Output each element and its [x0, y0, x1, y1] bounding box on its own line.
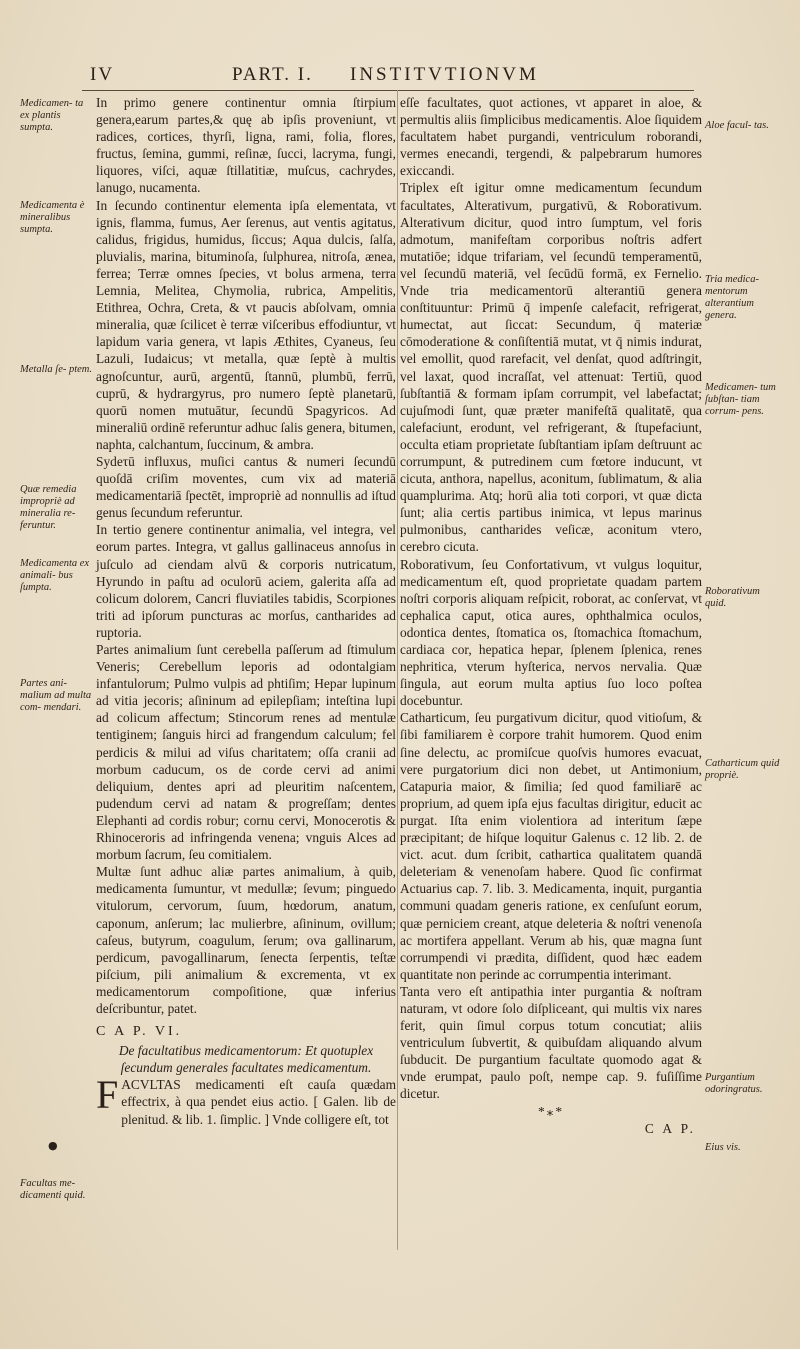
- right-column: [400, 94, 702, 1137]
- margin-note-aloe: Aloe facul- tas.: [705, 120, 769, 131]
- margin-note-animals: Medicamenta ex animali- bus ſumpta.: [20, 558, 90, 593]
- margin-note-catharticum: Catharticum quid propriè.: [705, 758, 780, 781]
- margin-note-improper-remedies: Quæ remedia impropriè ad mineralia re- feruntur.: [20, 484, 77, 531]
- paragraph-influences: Sydeτū influxus, muſici cantus & numeri ſecundū quoſdā criſim moventes, cum vix ad materiā medicamentariā ſpectēt, impropriè ad nonnullis ad iſtud genus ſecundum referuntur.: [96, 453, 396, 521]
- paragraph-animal-parts: Partes animalium ſunt cerebella paſſerum ad ſtimulum Veneris; Cerebellum leporis ad odontalgiam infantulorum; Pulmo vulpis ad phtiſim; Hepar lupinum ad vitia jecoris; aſininum ad epilepſiam; inteſtina lupi ad colicum affectum; Stincorum renes ad mentulæ tentiginem; ſanguis hirci ad frangendum calculum; fel perdicis & milui ad viſus charitatem; oſſa cranii ad morbum caducum, os de corde cervi ad animi deliquium, dentes apri ad pleuritim naſcentem, pudendum cervi ad natam & progreſſam; dentes Elephanti ad cordis robur; cornu cervi, Monocerotis & Rhinoceroris ad infringenda venena; vnguis Alces ad morbum ſacrum, ſeu comitialem.: [96, 642, 396, 863]
- margin-note-plants: Medicamen- ta ex plantis sumpta.: [20, 98, 84, 133]
- paragraph-other-parts: Multæ ſunt adhuc aliæ partes animalium, à quib, medicamenta ſumuntur, vt medullæ; ſevum; pinguedo vitulorum, cervorum, ſuum, hœdorum, anatum, caponum, anſerum; lac mulierbre, aſininum, ovillum; caſeus, butyrum, coagulum, ſerum; ova gallinarum, perdicum, pavogallinarum, ſenecta ſerpentis, teſtæ piſcium, pili animalium & excrementa, vt ex medicamentorum compoſitione, quæ inferius deſcribuntur, patet.: [96, 864, 396, 1016]
- running-header: [82, 64, 694, 91]
- chapter-label: C A P. VI.: [96, 1024, 183, 1040]
- column-divider: [397, 90, 398, 1250]
- chapter-title: De facultatibus medicamentorum: Et quotuplex ſecundum generales facultates medicamentum.: [118, 1043, 374, 1076]
- margin-note-corrupting: Medicamen- tum ſubſtan- tiam corrum- pens.: [705, 382, 776, 417]
- margin-note-faculty: Facultas me- dicamenti quid.: [20, 1178, 86, 1201]
- paragraph-aloe: eſſe facultates, quot actiones, vt apparet in aloe, & permultis aliis ſimplicibus medicamentis. Aloe ſiquidem facultatem habet purgandi, ventriculum roborandi, vermes enecandi, tergendi, & palpebrarum humores exiccandi.: [400, 95, 702, 179]
- drop-cap: F: [96, 1072, 119, 1118]
- left-column: [96, 94, 396, 1128]
- margin-note-minerals: Medicamenta è mineralibus sumpta.: [20, 200, 85, 235]
- paragraph-third-genus: In tertio genere continentur animalia, vel integra, vel eorum partes. Integra, vt gallus gallinaceus annoſus in juſculo ad ciendam alvū & corporis nutricatum, Hyrundo in paſtu ad oculorū aciem, galerita aſſa ad colicum dolorem, Cancri fluviatiles tabidis, Scorpiones triti ad ipſorum puncturas ac morſus, cantharides ad ruptoria.: [96, 522, 396, 640]
- margin-note-roborativum: Roborativum quid.: [705, 586, 760, 609]
- paragraph-antipathia: Tanta vero eſt antipathia inter purgantia & noſtram naturam, vt odore ſolo diſpliceant, qui multis vix nares ferit, quin ſimul corpus totum concutiat; aliis ventriculum ſubvertit, & quibuſdam aliquando alvum ſubducit. De purgantium facultate quomodo agat & vnde erumpat, paulo poſt, nempe cap. 9. fuſiſſime dicetur.: [400, 983, 702, 1102]
- paragraph-catharticum: Catharticum, ſeu purgativum dicitur, quod vitioſum, & ſibi familiarem è corpore trahit humorem. Quod enim ſine delectu, ac promiſcue quoſvis humores evacuat, vere purgatorium dici non debet, ut Antimonium, Catapuria maior, & ſimilia; ſed quod familiarē ac proprium, ad quem ipſa ejus facultas dirigitur, educit ac purgat. Iſta enim violentiora ad interitum ſæpe præcipitant; de hiſque loquitur Galenus c. 12 lib. 2. de vict. acut. dum ſcribit, cathartica qualitatem quandā deleteriam & venenoſam habere. Quod ſic confirmat Actuarius cap. 7. lib. 3. Medicamenta, inquit, purgantia communi quadam generis ratione, ex cenſuſunt eorum, quæ perniciem creant, atque deleteria & noſtri venenoſa ac mortifera appellant. Verum ab his, quæ magna ſunt corrumpendi vi prædita, diſſident, quod hæc eadem quantitate non perinde ac corrumpentia interimant.: [400, 710, 702, 982]
- catchword: C A P.: [644, 1120, 696, 1136]
- margin-note-eius-vis: Eius vis.: [705, 1142, 741, 1153]
- paragraph-faculty-text: ACVLTAS medicamenti eſt cauſa quædam effectrix, à qua pendet eius actio. [ Galen. lib de plenitud. & lib. 1. ſimplic. ] Vnde colligere eſt, tot: [121, 1077, 396, 1127]
- paragraph-alterativum: Triplex eſt igitur omne medicamentum ſecundum facultates, Alterativum, purgativū, & Roborativum. Alterativum dicitur, quod intro ſumptum, vel foris admotum, manifeſtam corporibus noſtris adfert mutatiōe; idque trifariam, vel ſecundū temperamentū, vel ſecundū materiā, vel ſecūdū formā, ex Fernelio. Vnde tria medicamentorū alterantiū genera conſtituuntur: Primū q̄ impenſe calefacit, refrigerat, humectat, aut ſiccat: Secundum, q̄ materiæ cōmoderatione & conſiſtentiā mutat, vt q̄ nimis indurat, vel emollit, quod rarefacit, vel denſat, quod adſtringit, vel laxat, quod incraſſat, vel attenuat: Tertiū, quod ſubſtantiā & formam ipſam corrumpit, vel labefactat; cujuſmodi ſunt, quæ præter manifeſtā qualitatē, qua calefaciunt, erodunt, vel refrigerant, & ſtupefaciunt, occulta etiam proprietate ſubſtantiam ipſam deſtruunt ac corrumpunt, & putredinem cum fœtore inducunt, vt cicuta, anthora, napellus, aconitum, ſublimatum, & alia quamplurima. Atq; horū alia toti corpori, vt quæ dicta ſunt; alia certis partibus inimica, vt lepus marinus pulmonibus, cantharides veſicæ, aconitum vtero, cerebro cicuta.: [400, 180, 702, 555]
- margin-note-purgantium: Purgantium odoringratus.: [705, 1072, 763, 1095]
- margin-note-animal-parts: Partes ani- malium ad multa com- mendari.: [20, 678, 92, 713]
- part-label: PART. I.: [232, 64, 313, 85]
- running-title: INSTITVTIONVM: [350, 64, 539, 85]
- paragraph-first-genus: In primo genere continentur omnia ſtirpium genera,earum partes,& quę ab ipſis proveniunt, vt radices, cortices, thyrſi, ligna, rami, folia, flores, fructus, ſemina, gummi, reſinæ, ſucci, lacryma, fungi, liquores, viſci, aquæ ſtillatitiæ, muſcus, cachrydes, lanugo, nucamenta.: [96, 95, 396, 196]
- page-number: IV: [90, 64, 115, 85]
- paragraph-faculty: [96, 1072, 396, 1127]
- paragraph-second-genus: In ſecundo continentur elementa ipſa elementata, vt ignis, flamma, fumus, Aer ſerenus, aut ventis agitatus, calidus, frigidus, humidus, ſiccus; Aqua dulcis, ſalſa, pluvialis, marina, bituminoſa, ſulphurea, nitroſa, ænea, ferrea; Terræ omnes ſpecies, vt bolus armena, terra Lemnia, Melitea, Chymolia, rubrica, Ampelitis, Etithrea, Ochra, Creta, & vt paucis abſolvam, omnia mineralia, quæ ſcilicet è terræ viſceribus effodiuntur, vt lapidum varia genera, vt lapis Æthites, Cyaneus, ſeu Lazuli, Iudaicus; vt metalla, quæ ſeptè à multis agnoſcuntur, aurū, argentū, ſtannū, plumbū, ferrū, cuprū, & hydrargyrus, pro numero ſeptè planetarū, quorū nomen mutuātur, ſecundū Spagyricos. Ad mineraliū ordinē referuntur adhuc ſalis genera, bitumen, naphta, calchantum, ſuccinum, & ambra.: [96, 197, 396, 452]
- margin-note-three-genera: Tria medica- mentorum alterantium genera.: [705, 274, 759, 321]
- margin-note-metals: Metalla ſe- ptem.: [20, 364, 93, 375]
- asterism: *⁎*: [537, 1103, 565, 1119]
- paragraph-roborativum: Roborativum, ſeu Confortativum, vt vulgus loquitur, medicamentum eſt, quod proprietate quadam partem noſtri corporis aliquam reſpicit, roborat, ac conſervat, vt cephalica caput, otica aures, ophthalmica oculos, odontica dentes, ſtomatica os, ſtomachica ſtomachum, cardiaca cor, hepatica hepar, ſplenem ſplenica, renes nephritica, vterum hyſterica, nervos nervalia. Quæ ſingula, aut eorum multa aptius ſuo loco poſtea docebuntur.: [400, 556, 702, 709]
- margin-bullet: ●: [48, 1139, 58, 1152]
